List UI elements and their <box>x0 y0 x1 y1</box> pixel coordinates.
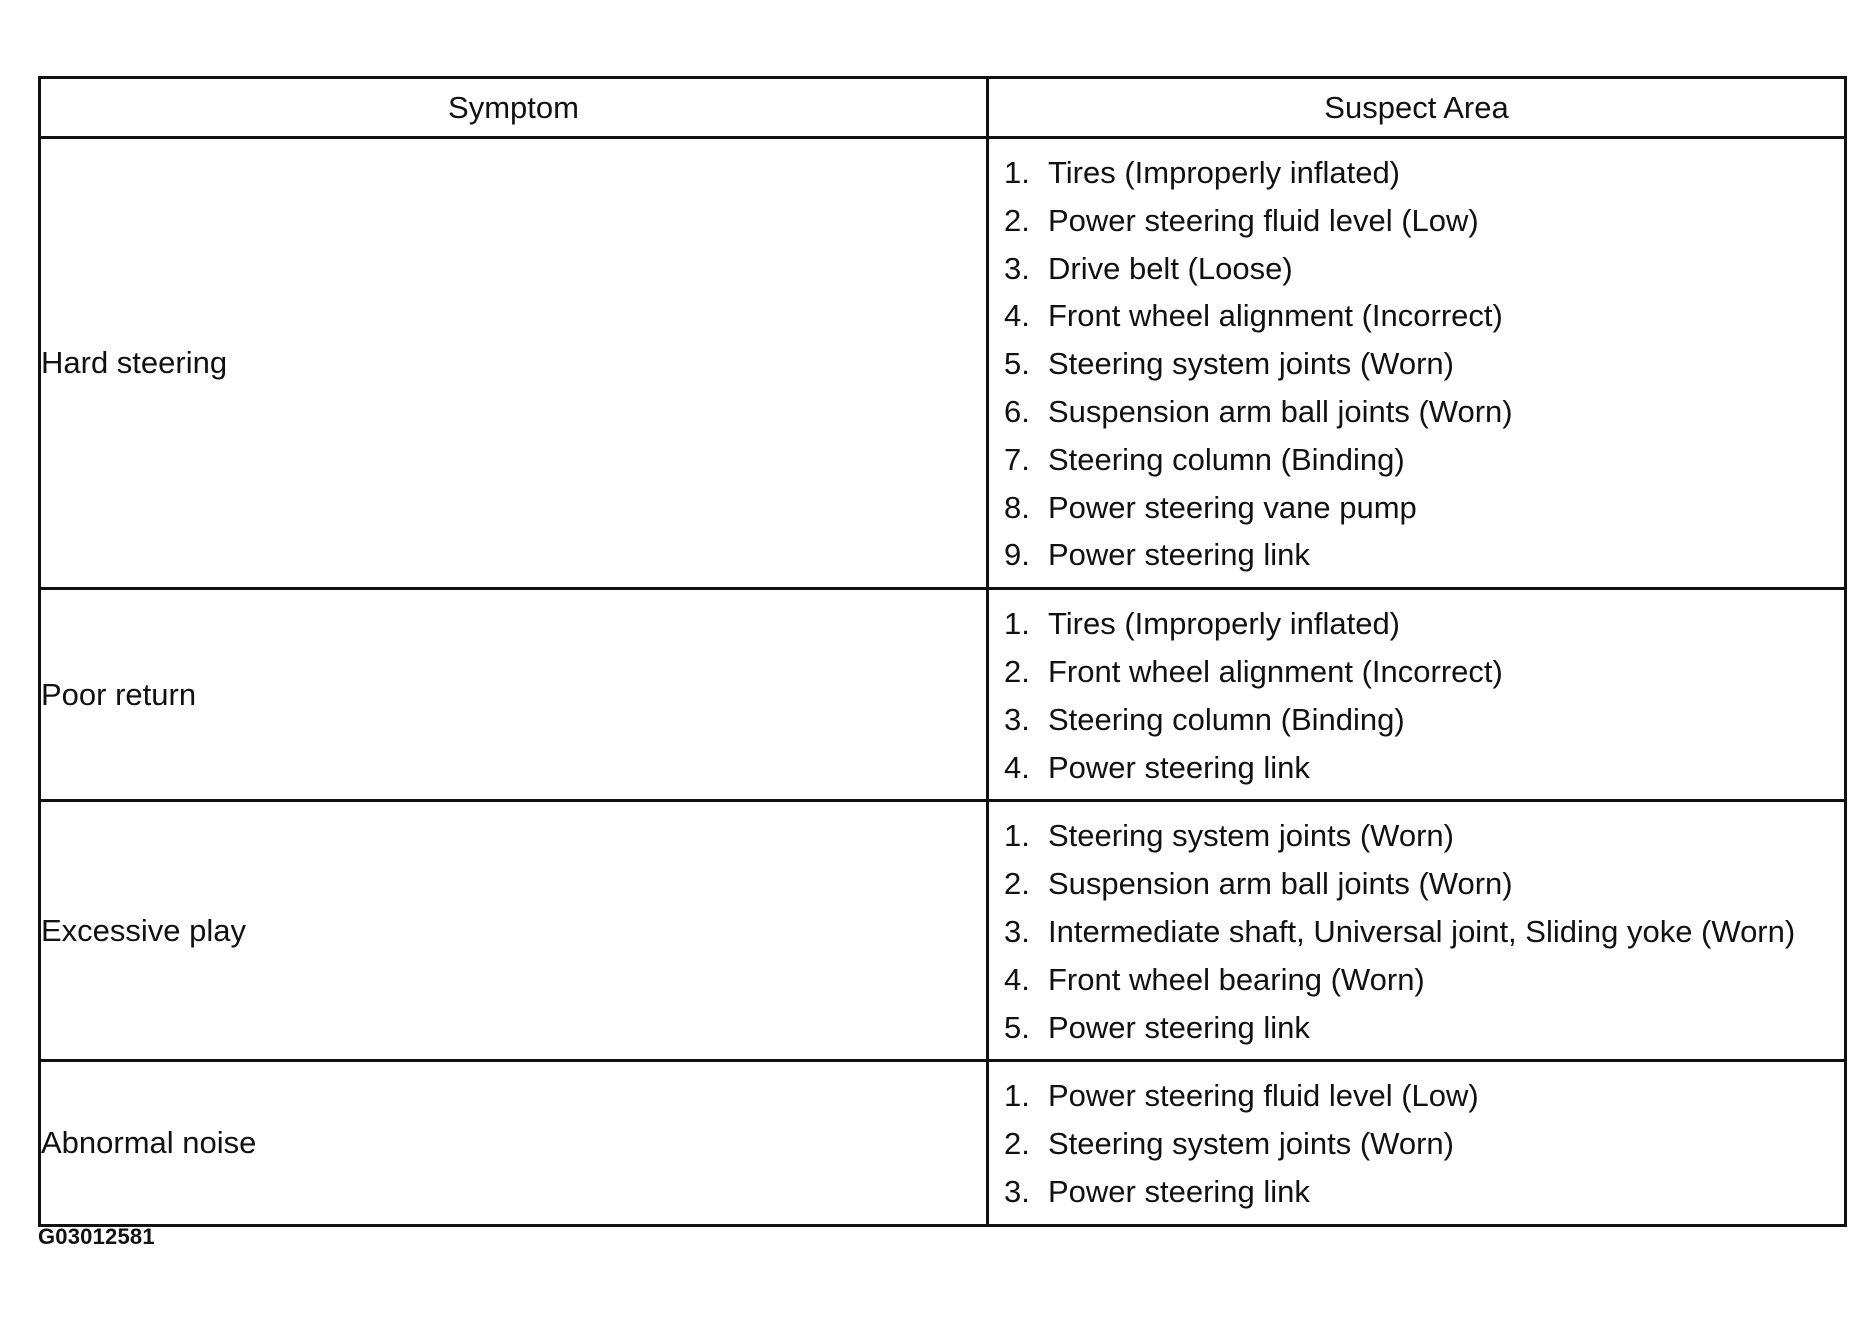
list-item <box>1004 197 1844 245</box>
item-number: 1. <box>1004 818 1030 854</box>
suspect-area-cell <box>988 1061 1846 1225</box>
suspect-area-list <box>989 1062 1844 1223</box>
item-number: 4. <box>1004 961 1030 997</box>
list-item <box>1004 1072 1844 1120</box>
list-item <box>1004 1004 1844 1052</box>
troubleshooting-table <box>38 76 1847 1227</box>
item-number: 2. <box>1004 202 1030 238</box>
list-item <box>1004 245 1844 293</box>
item-text: Power steering link <box>1048 1009 1310 1045</box>
item-number: 3. <box>1004 913 1030 949</box>
table-body <box>40 138 1846 1226</box>
list-item <box>1004 744 1844 792</box>
list-item <box>1004 812 1844 860</box>
item-text: Steering system joints (Worn) <box>1048 1126 1454 1162</box>
item-number: 4. <box>1004 298 1030 334</box>
item-text: Power steering link <box>1048 749 1310 785</box>
item-text: Tires (Improperly inflated) <box>1048 606 1401 642</box>
header-symptom: Symptom <box>40 78 988 138</box>
list-item <box>1004 600 1844 648</box>
list-item <box>1004 292 1844 340</box>
item-number: 6. <box>1004 393 1030 429</box>
list-item <box>1004 956 1844 1004</box>
item-text: Steering column (Binding) <box>1048 441 1405 477</box>
item-text: Intermediate shaft, Universal joint, Sliding yoke (Worn) <box>1048 913 1796 949</box>
item-text: Steering system joints (Worn) <box>1048 818 1454 854</box>
item-number: 7. <box>1004 441 1030 477</box>
item-text: Suspension arm ball joints (Worn) <box>1048 866 1513 902</box>
list-item <box>1004 1168 1844 1216</box>
list-item <box>1004 696 1844 744</box>
symptom-cell: Excessive play <box>40 801 988 1061</box>
suspect-area-list <box>989 139 1844 587</box>
list-item <box>1004 860 1844 908</box>
list-item <box>1004 484 1844 532</box>
list-item <box>1004 149 1844 197</box>
list-item <box>1004 388 1844 436</box>
table-row <box>40 801 1846 1061</box>
suspect-area-list <box>989 590 1844 799</box>
item-text: Tires (Improperly inflated) <box>1048 155 1401 190</box>
item-number: 3. <box>1004 1173 1030 1209</box>
suspect-area-cell <box>988 589 1846 801</box>
item-number: 8. <box>1004 489 1030 525</box>
symptom-cell: Hard steering <box>40 138 988 589</box>
item-number: 1. <box>1004 155 1030 190</box>
table-header-row <box>40 78 1846 138</box>
symptom-cell: Abnormal noise <box>40 1061 988 1225</box>
list-item <box>1004 908 1844 956</box>
suspect-area-cell <box>988 801 1846 1061</box>
item-text: Power steering link <box>1048 537 1310 573</box>
table-row <box>40 138 1846 589</box>
item-number: 5. <box>1004 1009 1030 1045</box>
list-item <box>1004 340 1844 388</box>
item-number: 9. <box>1004 537 1030 573</box>
item-text: Steering system joints (Worn) <box>1048 346 1454 382</box>
item-text: Front wheel bearing (Worn) <box>1048 961 1425 997</box>
item-number: 3. <box>1004 701 1030 737</box>
item-number: 4. <box>1004 749 1030 785</box>
item-text: Front wheel alignment (Incorrect) <box>1048 653 1503 689</box>
item-number: 2. <box>1004 866 1030 902</box>
list-item <box>1004 531 1844 579</box>
item-text: Steering column (Binding) <box>1048 701 1405 737</box>
header-suspect-area: Suspect Area <box>988 78 1846 138</box>
item-text: Drive belt (Loose) <box>1048 250 1293 286</box>
list-item <box>1004 1120 1844 1168</box>
item-number: 1. <box>1004 1078 1030 1114</box>
item-text: Power steering vane pump <box>1048 489 1417 525</box>
suspect-area-cell <box>988 138 1846 589</box>
item-text: Power steering link <box>1048 1173 1310 1209</box>
item-number: 1. <box>1004 606 1030 642</box>
list-item <box>1004 436 1844 484</box>
item-text: Suspension arm ball joints (Worn) <box>1048 393 1513 429</box>
table-row <box>40 589 1846 801</box>
item-text: Power steering fluid level (Low) <box>1048 1078 1479 1114</box>
figure-id: G03012581 <box>38 1224 155 1249</box>
item-text: Front wheel alignment (Incorrect) <box>1048 298 1503 334</box>
list-item <box>1004 648 1844 696</box>
item-number: 2. <box>1004 1126 1030 1162</box>
item-number: 2. <box>1004 653 1030 689</box>
item-number: 3. <box>1004 250 1030 286</box>
table-row <box>40 1061 1846 1225</box>
symptom-cell: Poor return <box>40 589 988 801</box>
item-text: Power steering fluid level (Low) <box>1048 202 1479 238</box>
suspect-area-list <box>989 802 1844 1059</box>
item-number: 5. <box>1004 346 1030 382</box>
